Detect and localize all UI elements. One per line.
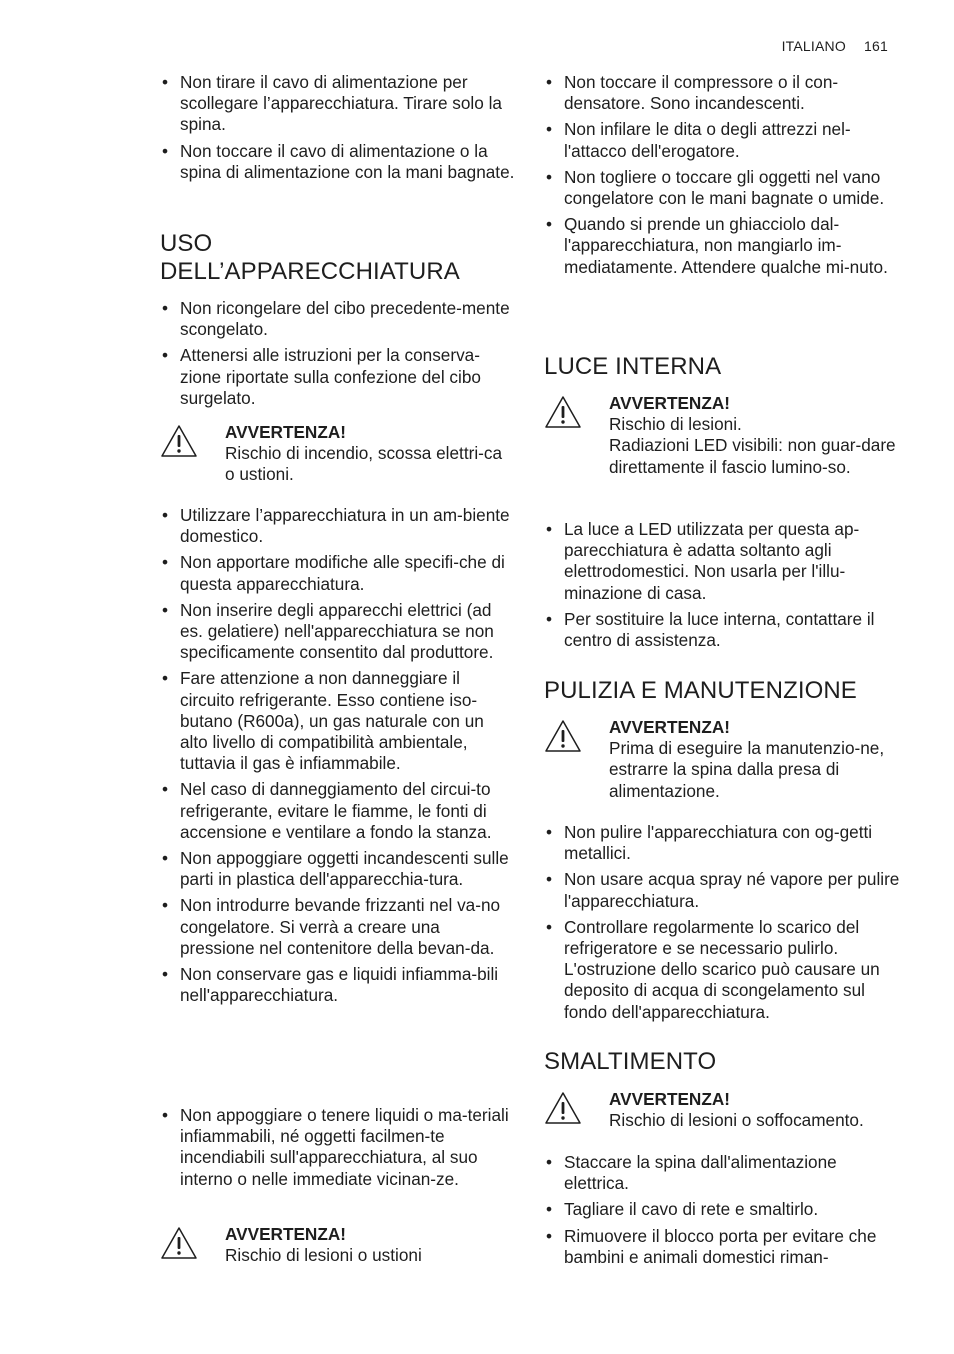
list-item: • Controllare regolarmente lo scarico del refrigeratore e se necessario pulirlo. L'ostruzione dello scarico può causare un deposito di acqua di scongelamento sul fondo dell'apparecchiatura. (544, 917, 900, 1023)
list-item: • Non introdurre bevande frizzanti nel va-no congelatore. Si verrà a creare una pressione nel contenitore della bevan-da. (160, 895, 516, 959)
warning-triangle-icon (544, 1091, 582, 1125)
list-item: • Non conservare gas e liquidi infiamma-bili nell'apparecchiatura. (160, 964, 516, 1006)
warning-block (544, 717, 900, 802)
list-item: • Non appoggiare o tenere liquidi o ma-teriali infiammabili, né oggetti facilmen-te incendiabili sull'apparecchiatura, al suo interno o nelle immediate vicinan-ze. (160, 1105, 516, 1190)
list-item: • Non inserire degli apparecchi elettrici (ad es. gelatiere) nell'apparecchiatura se non specificamente consentito dal produttore. (160, 600, 516, 664)
warning-triangle-icon (544, 395, 582, 429)
bullet-list (160, 72, 516, 188)
page-number: 161 (864, 38, 888, 54)
warning-title: AVVERTENZA! (225, 1224, 346, 1244)
language-label: ITALIANO (781, 38, 846, 54)
bullet-list (544, 1152, 900, 1273)
warning-triangle-icon (160, 1226, 198, 1260)
list-item: • Utilizzare l’apparecchiatura in un am-biente domestico. (160, 505, 516, 547)
bullet-list (544, 822, 900, 1028)
warning-block (160, 1224, 516, 1266)
bullet-list (160, 505, 516, 1011)
warning-triangle-icon (544, 719, 582, 753)
list-item: • Staccare la spina dall'alimentazione elettrica. (544, 1152, 900, 1194)
list-item: • Non pulire l'apparecchiatura con og-getti metallici. (544, 822, 900, 864)
bullet-list (160, 298, 516, 414)
list-item: • Quando si prende un ghiacciolo dal-l'apparecchiatura, non mangiarlo im-mediatamente. Attendere qualche mi-nuto. (544, 214, 900, 278)
bullet-list (160, 1105, 516, 1195)
list-item: • Non usare acqua spray né vapore per pulire l'apparecchiatura. (544, 869, 900, 911)
warning-text: Rischio di lesioni o soffocamento. (609, 1110, 864, 1131)
list-item: • Non ricongelare del cibo precedente-mente scongelato. (160, 298, 516, 340)
warning-block (160, 422, 516, 486)
warning-text: Rischio di incendio, scossa elettri-ca o ustioni. (225, 443, 503, 485)
page-header (782, 38, 888, 54)
section-heading-luce: LUCE INTERNA (544, 353, 722, 380)
warning-text: Prima di eseguire la manutenzio-ne, estrarre la spina dalla presa di alimentazione. (609, 738, 885, 801)
warning-text: Radiazioni LED visibili: non guar-dare direttamente il fascio lumino-so. (609, 435, 896, 477)
warning-title: AVVERTENZA! (609, 1089, 730, 1109)
warning-triangle-icon (160, 424, 198, 458)
list-item: • Per sostituire la luce interna, contattare il centro di assistenza. (544, 609, 900, 651)
list-item: • Non tirare il cavo di alimentazione per scollegare l’apparecchiatura. Tirare solo la spina. (160, 72, 516, 136)
warning-block (544, 393, 900, 478)
section-heading-uso: USO DELL’APPARECCHIATURA (160, 230, 460, 285)
warning-title: AVVERTENZA! (225, 422, 346, 442)
list-item: • Fare attenzione a non danneggiare il circuito refrigerante. Esso contiene iso-butano (R600a), un gas naturale con un alto livello di compatibilità ambientale, tuttavia il gas è infiammabile. (160, 668, 516, 774)
list-item: • Rimuovere il blocco porta per evitare che bambini e animali domestici riman- (544, 1226, 900, 1268)
warning-block (544, 1089, 900, 1131)
list-item: • Attenersi alle istruzioni per la conserva-zione riportate sulla confezione del cibo surgelato. (160, 345, 516, 409)
bullet-list (544, 72, 900, 283)
warning-title: AVVERTENZA! (609, 393, 730, 413)
list-item: • Non togliere o toccare gli oggetti nel vano congelatore con le mani bagnate o umide. (544, 167, 900, 209)
list-item: • Non apportare modifiche alle specifi-che di questa apparecchiatura. (160, 552, 516, 594)
warning-text: Rischio di lesioni. (609, 414, 742, 435)
list-item: • La luce a LED utilizzata per questa ap-parecchiatura è adatta soltanto agli elettrodomestici. Non usarla per l'illu-minazione di casa. (544, 519, 900, 604)
list-item: • Non toccare il compressore o il con-densatore. Sono incandescenti. (544, 72, 900, 114)
list-item: • Non appoggiare oggetti incandescenti sulle parti in plastica dell'apparecchia-tura. (160, 848, 516, 890)
list-item: • Nel caso di danneggiamento del circui-to refrigerante, evitare le fiamme, le fonti di accensione e ventilare a fondo la stanza. (160, 779, 516, 843)
list-item: • Non infilare le dita o degli attrezzi nel-l'attacco dell'erogatore. (544, 119, 900, 161)
list-item: • Non toccare il cavo di alimentazione o la spina di alimentazione con la mani bagnate. (160, 141, 516, 183)
section-heading-pulizia: PULIZIA E MANUTENZIONE (544, 677, 857, 704)
warning-text: Rischio di lesioni o ustioni (225, 1245, 422, 1266)
bullet-list (544, 519, 900, 656)
section-heading-smaltimento: SMALTIMENTO (544, 1048, 717, 1075)
warning-title: AVVERTENZA! (609, 717, 730, 737)
list-item: • Tagliare il cavo di rete e smaltirlo. (544, 1199, 900, 1220)
